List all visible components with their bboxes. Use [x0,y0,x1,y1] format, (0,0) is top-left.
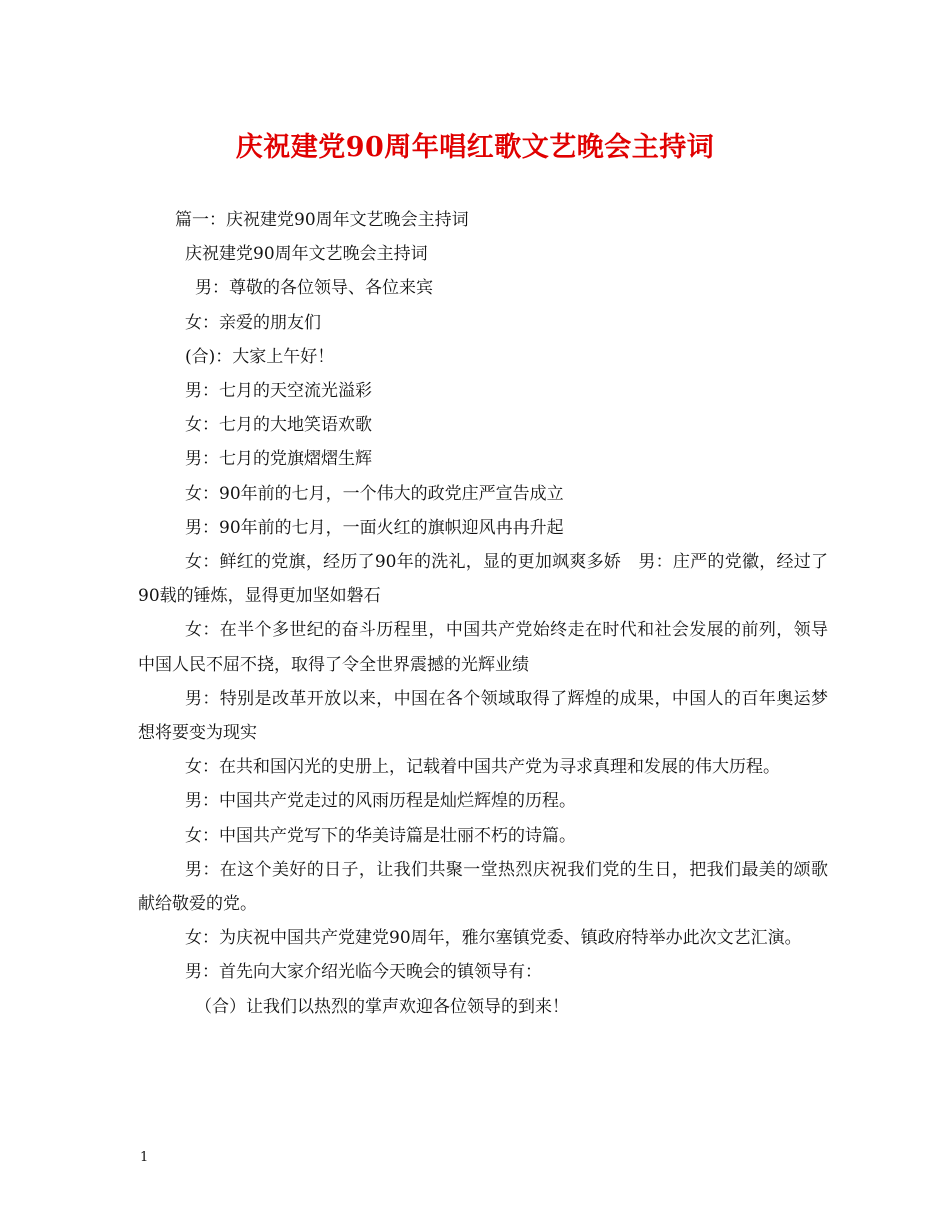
paragraph: 男：在这个美好的日子，让我们共聚一堂热烈庆祝我们党的生日，把我们最美的颂歌献给敬爱的党。 [138,859,828,915]
paragraph: 女：为庆祝中国共产党建党90周年，雅尔塞镇党委、镇政府特举办此次文艺汇演。 [185,928,802,949]
document-title: 庆祝建党90周年唱红歌文艺晚会主持词 [235,132,715,163]
paragraph: 女：在共和国闪光的史册上，记载着中国共产党为寻求真理和发展的伟大历程。 [185,757,780,778]
paragraph: 女：90年前的七月，一个伟大的政党庄严宣告成立 [185,483,564,504]
paragraph: 男：90年前的七月，一面火红的旗帜迎风冉冉升起 [185,517,564,538]
paragraph: 男：首先向大家介绍光临今天晚会的镇领导有： [185,962,542,983]
paragraph: 男：七月的党旗熠熠生辉 [185,449,372,470]
paragraph: 女：在半个多世纪的奋斗历程里，中国共产党始终走在时代和社会发展的前列，领导中国人民不屈不挠，取得了令全世界震撼的光辉业绩 [138,620,828,675]
paragraph: 女：亲爱的朋友们 [185,312,321,333]
paragraph: 庆祝建党90周年文艺晚会主持词 [185,244,428,265]
paragraph: 篇一：庆祝建党90周年文艺晚会主持词 [175,210,469,230]
paragraph: 男：尊敬的各位领导、各位来宾 [195,278,433,299]
paragraph: 男：七月的天空流光溢彩 [185,381,372,402]
page-number: 1 [140,1150,149,1165]
paragraph: 男：中国共产党走过的风雨历程是灿烂辉煌的历程。 [185,791,576,812]
paragraph: (合)：大家上午好！ [185,346,335,367]
paragraph: 女：中国共产党写下的华美诗篇是壮丽不朽的诗篇。 [185,825,576,846]
document-body [138,203,828,1024]
paragraph: 女：七月的大地笑语欢歌 [185,415,372,436]
paragraph: 女：鲜红的党旗，经历了90年的洗礼，显的更加飒爽多娇 男：庄严的党徽，经过了90载的锤炼，显得更加坚如磐石 [138,552,828,607]
paragraph: 男：特别是改革开放以来，中国在各个领域取得了辉煌的成果，中国人的百年奥运梦想将要变为现实 [138,688,828,744]
paragraph: （合）让我们以热烈的掌声欢迎各位领导的到来！ [195,996,569,1017]
